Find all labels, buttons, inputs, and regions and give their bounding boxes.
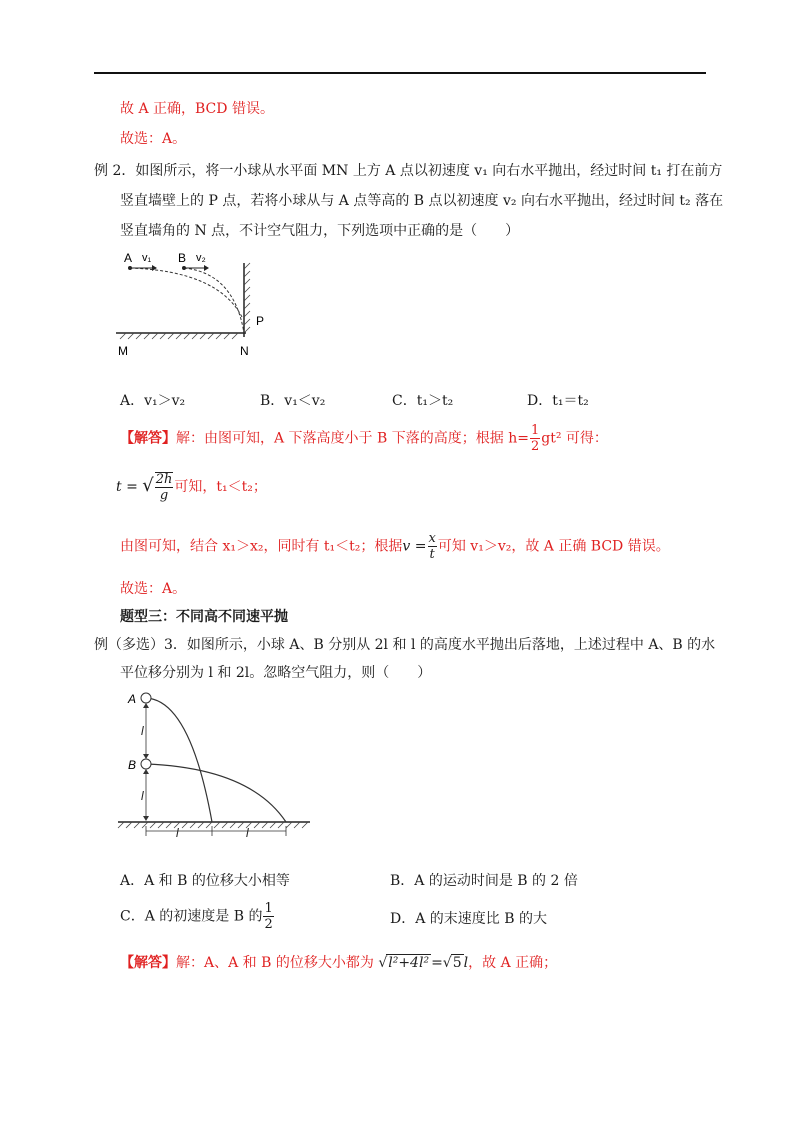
ex2-line2: 竖直墙壁上的 P 点，若将小球从与 A 点等高的 B 点以初速度 v₂ 向右水平抛出，经过时间 t₂ 落在 xyxy=(120,193,724,209)
ex2-option-d: D．t₁＝t₂ xyxy=(527,393,589,409)
t-eq: t = xyxy=(116,479,138,495)
label-p: P xyxy=(256,314,265,328)
xt-fraction: $\frac{x}{t}$ xyxy=(428,531,436,562)
label-m: M xyxy=(118,344,128,358)
trajectory-b3 xyxy=(146,764,286,822)
ex2-option-b: B．v₁＜v₂ xyxy=(260,393,326,409)
label-v1: v₁ xyxy=(142,252,152,264)
ex2-option-c: C．t₁＞t₂ xyxy=(392,393,454,409)
answer-3-post: 可知 v₁＞v₂，故 A 正确 BCD 错误。 xyxy=(437,538,670,555)
label-l2: l xyxy=(141,789,144,803)
sqrt-expression: √l²+4l² =√5 l xyxy=(378,955,469,971)
answer-tag-3: 【解答】 xyxy=(120,955,176,971)
ex3-option-d: D．A 的末速度比 B 的大 xyxy=(390,911,547,927)
sqrt-fraction: $\frac{2h}{g}$ xyxy=(155,472,173,503)
answer-2-post: 可知，t₁＜t₂； xyxy=(174,479,267,495)
label-a3: A xyxy=(128,692,137,706)
trajectory-a xyxy=(130,268,242,317)
ex3-line1: 例（多选）3．如图所示，小球 A、B 分别从 2l 和 l 的高度水平抛出后落地，上述过程中 A、B 的水 xyxy=(94,637,716,653)
ex2-answer-2: t = √ $\frac{2h}{g}$ 可知，t₁＜t₂； xyxy=(116,472,267,503)
v2-arrowhead xyxy=(204,265,209,271)
ex3-line2: 平位移分别为 l 和 2l。忽略空气阻力，则（ ） xyxy=(120,665,432,681)
ex2-final: 故选：A。 xyxy=(120,581,187,597)
label-b3: B xyxy=(128,758,137,772)
answer-1-text: 解：由图可知，A 下落高度小于 B 下落的高度；根据 h= xyxy=(176,430,529,447)
ex2-line1: 例 2．如图所示，将一小球从水平面 MN 上方 A 点以初速度 v₁ 向右水平抛出，经过时间 t₁ 打在前方 xyxy=(94,163,723,179)
label-n: N xyxy=(240,344,249,358)
label-l4: l xyxy=(246,826,249,838)
section-title: 题型三：不同高不同速平抛 xyxy=(120,609,288,625)
conclusion-text: 故 A 正确，BCD 错误。 xyxy=(120,101,274,117)
option-c-text: C．A 的初速度是 B 的 xyxy=(120,908,263,925)
trajectory-a3 xyxy=(146,698,212,822)
ex2-line3: 竖直墙角的 N 点，不计空气阻力，下列选项中正确的是（ ） xyxy=(120,223,520,239)
label-l3: l xyxy=(176,826,179,838)
ball-a xyxy=(141,693,151,703)
ex2-answer-3 xyxy=(120,532,670,561)
ex2-answer-1 xyxy=(120,424,608,453)
answer-3a-post: ，故 A 正确； xyxy=(468,955,558,971)
ground-hatch-3 xyxy=(118,822,308,828)
answer-1-post: gt² 可得： xyxy=(541,430,608,447)
trajectory-b xyxy=(184,268,244,333)
wall-hatch xyxy=(244,263,250,333)
ex2-figure xyxy=(110,245,280,360)
ex3-option-c xyxy=(120,902,275,931)
answer-tag: 【解答】 xyxy=(120,430,176,447)
point-b xyxy=(182,266,186,270)
ball-b xyxy=(141,759,151,769)
answer-3a-text: 解：A、A 和 B 的位移大小都为 xyxy=(176,955,374,971)
header-rule xyxy=(94,72,706,74)
label-v2: v₂ xyxy=(196,252,206,264)
choice-text: 故选：A。 xyxy=(120,131,187,147)
ex3-figure xyxy=(110,688,315,838)
ground-hatch xyxy=(120,333,238,339)
label-l1: l xyxy=(141,724,144,738)
answer-3-text: 由图可知，结合 x₁＞x₂，同时有 t₁＜t₂；根据 xyxy=(120,538,403,555)
half-fraction: $\frac{1}{2}$ xyxy=(530,423,540,454)
point-a xyxy=(128,266,132,270)
ex3-option-b: B．A 的运动时间是 B 的 2 倍 xyxy=(390,873,578,889)
option-c-fraction: $\frac{1}{2}$ xyxy=(264,901,273,932)
ex3-answer xyxy=(120,952,557,972)
v-eq: v = xyxy=(402,538,427,555)
label-a: A xyxy=(124,251,133,265)
ex2-option-a: A．v₁＞v₂ xyxy=(120,393,186,409)
ex3-option-a: A．A 和 B 的位移大小相等 xyxy=(120,873,290,889)
label-b: B xyxy=(178,251,187,265)
